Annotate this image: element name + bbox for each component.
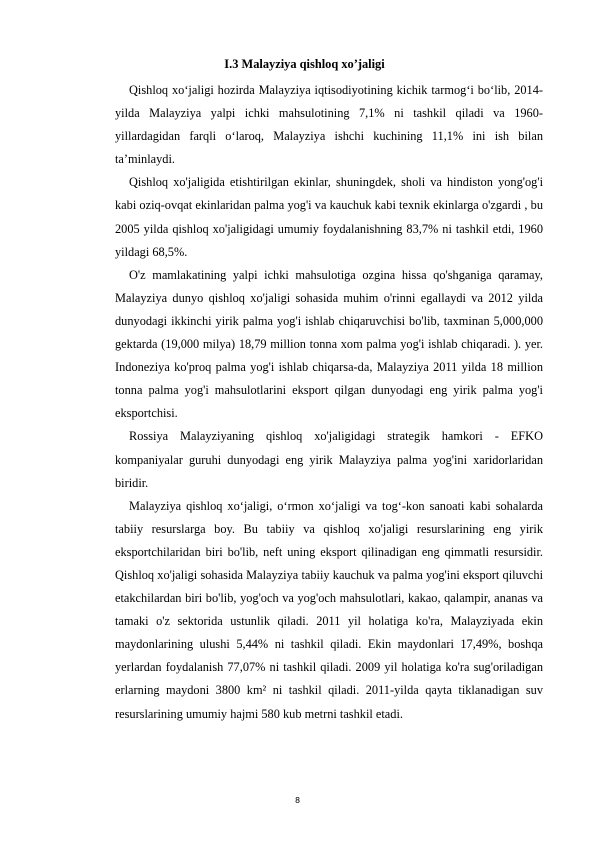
paragraph: Rossiya Malayziyaning qishloq xo'jaligidagi strategik hamkori - EFKO kompaniyalar guruhi dunyodagi eng yirik Malayziya palma yog'ini xaridorlaridan biridir. xyxy=(115,429,543,490)
paragraph: Qishloq xo‘jaligi hozirda Malayziya iqtisodiyotining kichik tarmog‘i bo‘lib, 2014-yilda Malayziya yalpi ichki mahsulotining 7,1% ni tashkil qiladi va 1960-yillardagidan farqli o‘laroq, Malayziya ishchi kuchining 11,1% ini ish bilan ta’minlaydi. xyxy=(115,83,543,167)
body-text xyxy=(115,79,543,726)
paragraph: Qishloq xo'jaligida etishtirilgan ekinlar, shuningdek, sholi va hindiston yong'og'i kabi oziq-ovqat ekinlaridan palma yog'i va kauchuk kabi texnik ekinlarga o'zgardi , bu 2005 yilda qishloq xo'jaligidagi umumiy foydalanishning 83,7% ni tashkil etdi, 1960 yildagi 68,5%. xyxy=(115,175,543,259)
paragraph: O'z mamlakatining yalpi ichki mahsulotiga ozgina hissa qo'shganiga qaramay, Malayziya dunyo qishloq xo'jaligi sohasida muhim o'rinni egallaydi va 2012 yilda dunyodagi ikkinchi yirik palma yog'i ishlab chiqaruvchisi bo'lib, taxminan 5,000,000 gektarda (19,000 milya) 18,79 million tonna xom palma yog'i ishlab chiqaradi. ). yer. Indoneziya ko'proq palma yog'i ishlab chiqarsa-da, Malayziya 2011 yilda 18 million tonna palma yog'i mahsulotlarini eksport qilgan dunyodagi eng yirik palma yog'i eksportchisi. xyxy=(115,267,543,421)
page-number: 8 xyxy=(294,796,301,805)
paragraph: Malayziya qishloq xo‘jaligi, o‘rmon xo‘jaligi va tog‘-kon sanoati kabi sohalarda tabiiy resurslarga boy. Bu tabiiy va qishloq xo'jaligi resurslarining eng yirik eksportchilaridan biri bo'lib, neft uning eksport qilinadigan eng qimmatli resursidir. Qishloq xo'jaligi sohasida Malayziya tabiiy kauchuk va palma yog'ini eksport qiluvchi etakchilardan biri bo'lib, yog'och va yog'och mahsulotlari, kakao, qalampir, ananas va tamaki o'z sektorida ustunlik qiladi. 2011 yil holatiga ko'ra, Malayziyada ekin maydonlarining ulushi 5,44% ni tashkil qiladi. Ekin maydonlari 17,49%, boshqa yerlardan foydalanish 77,07% ni tashkil qiladi. 2009 yil holatiga ko'ra sug'oriladigan erlarning maydoni 3800 km² ni tashkil qiladi. 2011-yilda qayta tiklanadigan suv resurslarining umumiy hajmi 580 kub metrni tashkil etadi. xyxy=(115,498,543,721)
section-title: I.3 Malayziya qishloq xo’jaligi xyxy=(224,57,385,71)
